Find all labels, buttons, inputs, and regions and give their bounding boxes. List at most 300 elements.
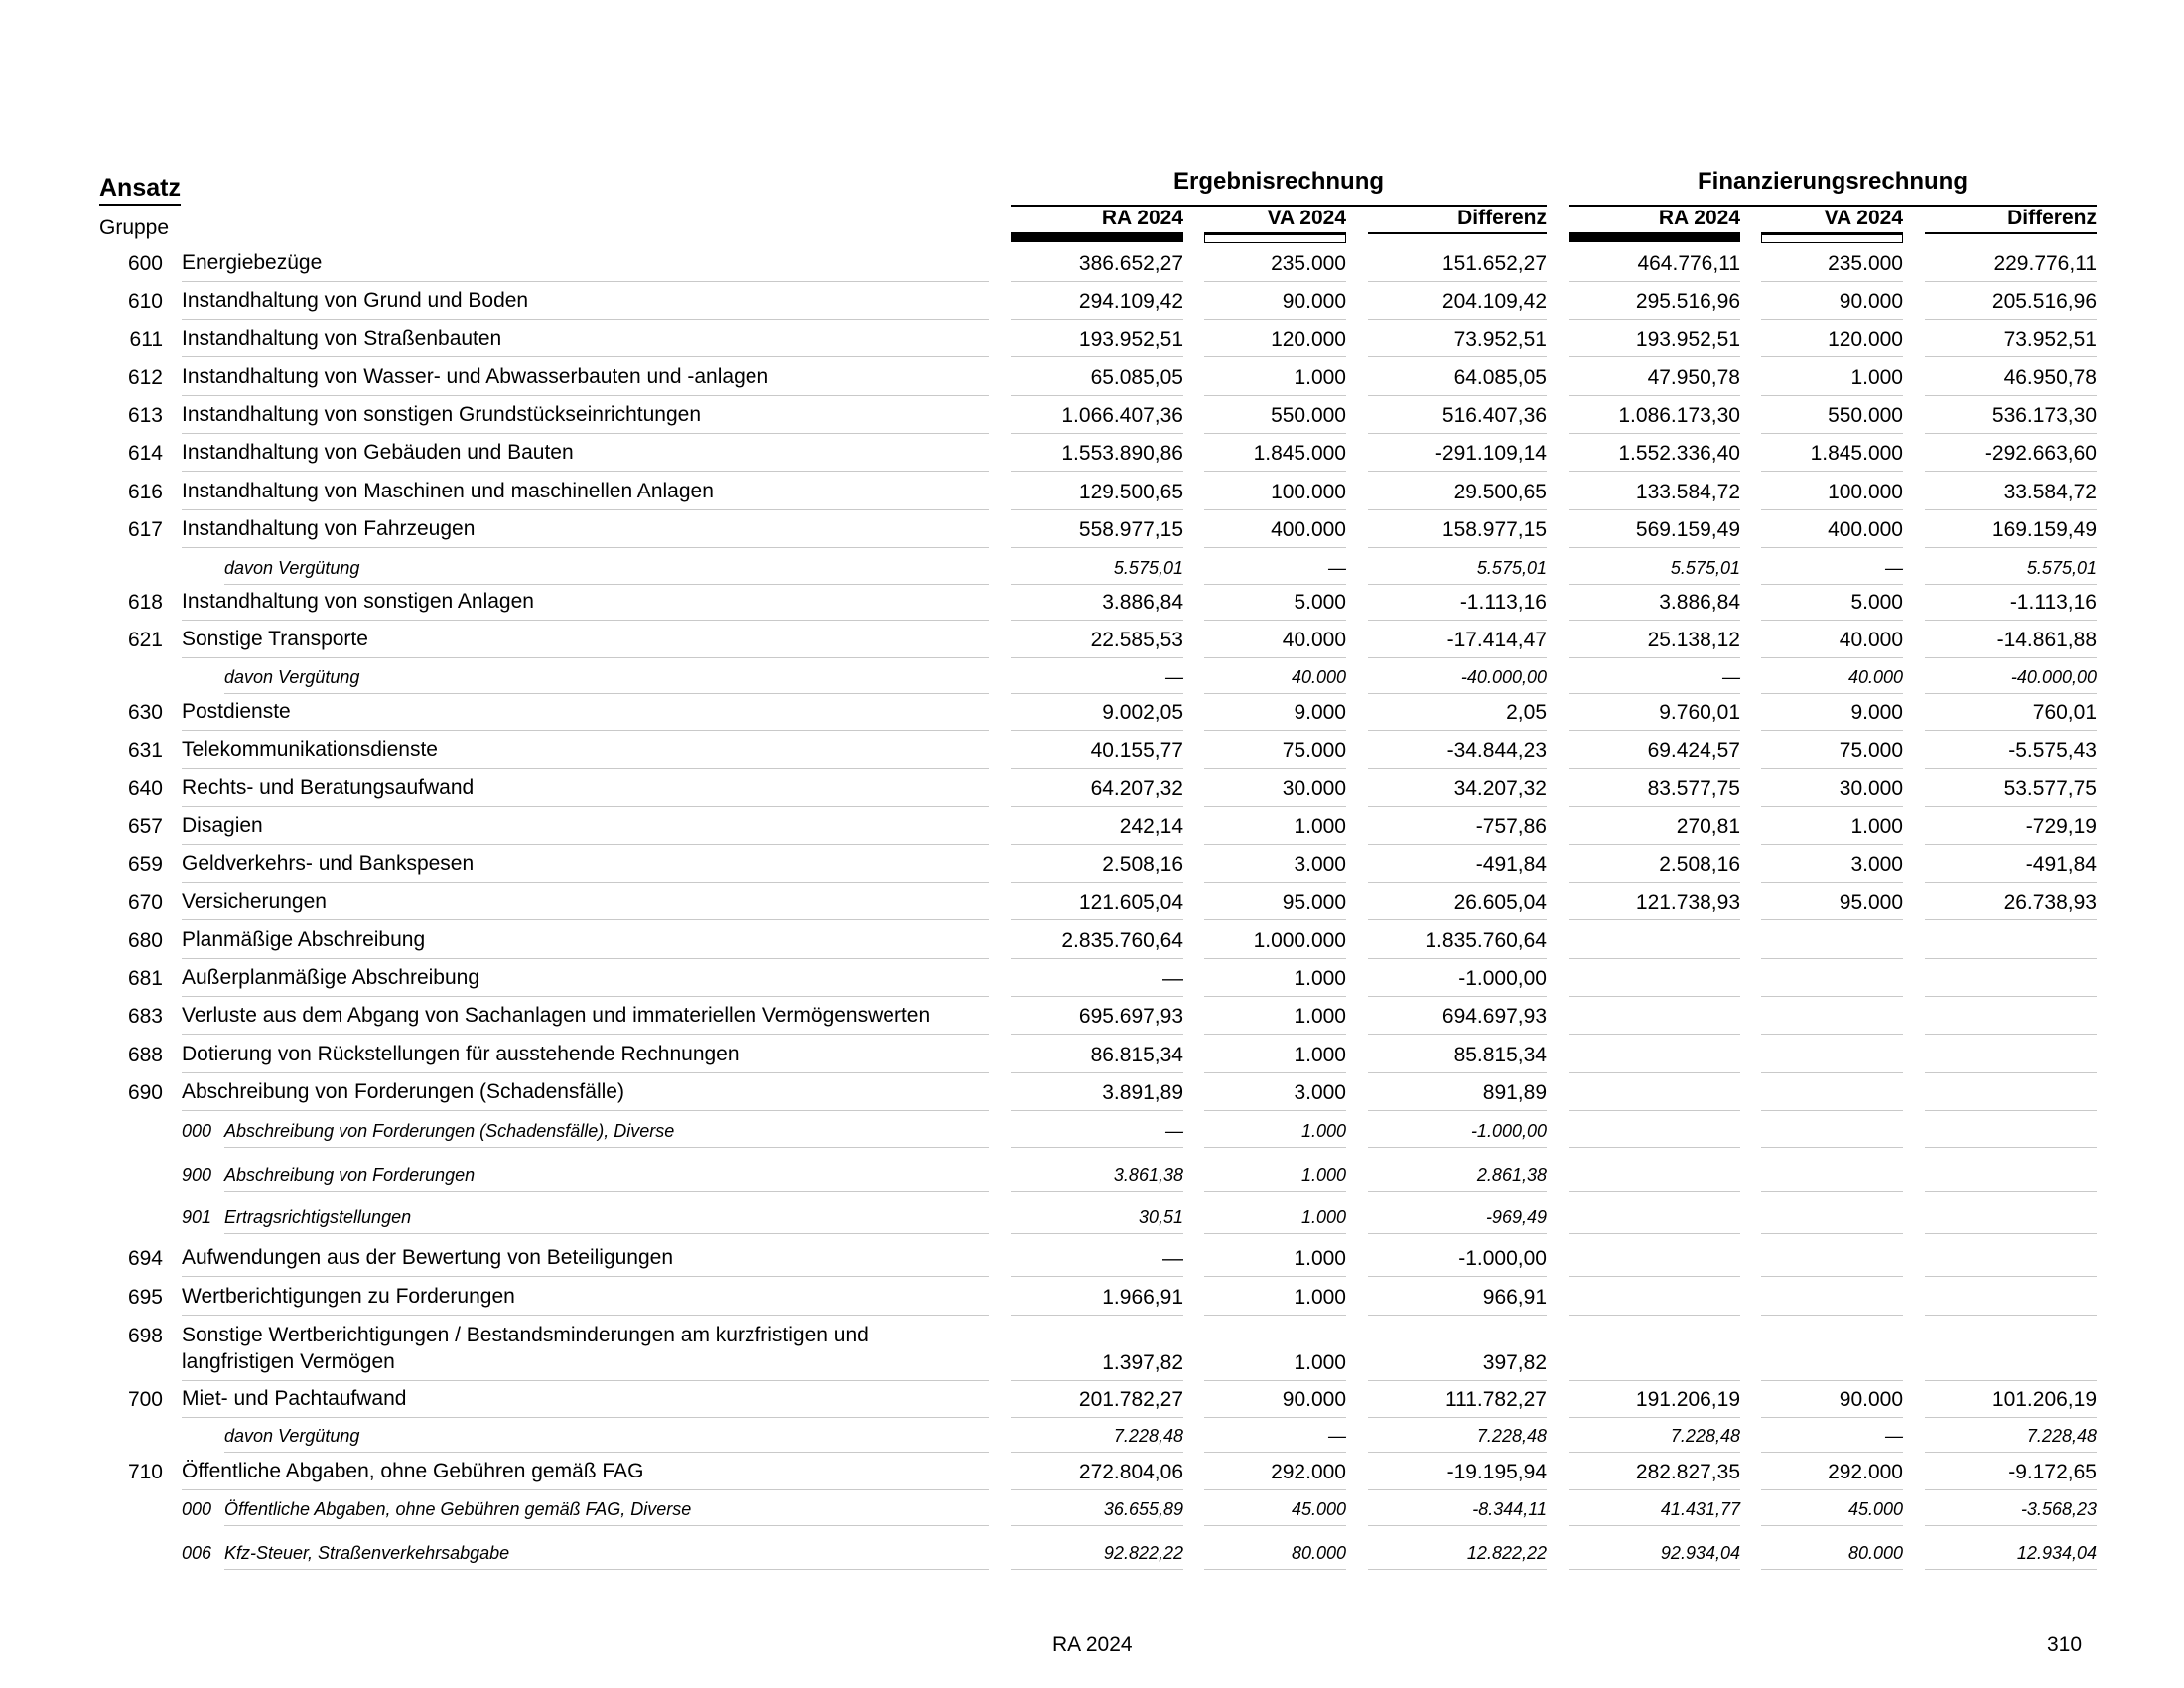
cell-ergebnis-ra: 92.822,22 bbox=[1103, 1543, 1183, 1563]
cell-rule bbox=[1761, 996, 1903, 997]
cell-rule bbox=[1569, 1489, 1740, 1490]
row-rule bbox=[224, 584, 989, 585]
ra-marker-bar bbox=[1011, 234, 1183, 242]
cell-finanz-va: 80.000 bbox=[1847, 1543, 1903, 1563]
cell-rule bbox=[1925, 730, 2097, 731]
cell-ergebnis-ra: 129.500,65 bbox=[1078, 481, 1183, 503]
cell-rule bbox=[1011, 693, 1183, 694]
cell-rule bbox=[1204, 882, 1346, 883]
cell-ergebnis-differenz: 5.575,01 bbox=[1476, 558, 1547, 578]
row-label: Instandhaltung von sonstigen Anlagen bbox=[182, 590, 534, 613]
cell-finanz-va: 1.000 bbox=[1850, 815, 1903, 838]
cell-rule bbox=[1011, 547, 1183, 548]
cell-finanz-va: 95.000 bbox=[1839, 891, 1903, 914]
row-rule bbox=[224, 1233, 989, 1234]
cell-rule bbox=[1368, 356, 1547, 357]
row-code: 681 bbox=[127, 967, 163, 990]
cell-rule bbox=[1011, 1452, 1183, 1453]
cell-rule bbox=[1204, 433, 1346, 434]
cell-ergebnis-differenz: 397,82 bbox=[1482, 1351, 1547, 1374]
cell-finanz-va: 9.000 bbox=[1850, 701, 1903, 724]
cell-rule bbox=[1569, 1380, 1740, 1381]
row-rule bbox=[182, 433, 989, 434]
cell-rule bbox=[1204, 1489, 1346, 1490]
row-subcode: 901 bbox=[182, 1207, 212, 1227]
row-label: Instandhaltung von sonstigen Grundstückseinrichtungen bbox=[182, 403, 702, 426]
cell-rule bbox=[1569, 657, 1740, 658]
row-label: Telekommunikationsdienste bbox=[182, 738, 438, 761]
cell-ergebnis-va: 3.000 bbox=[1294, 853, 1346, 876]
row-code: 690 bbox=[127, 1081, 163, 1104]
cell-rule bbox=[1204, 1380, 1346, 1381]
cell-ergebnis-ra: 40.155,77 bbox=[1090, 739, 1183, 762]
va-marker-bar bbox=[1204, 234, 1346, 243]
header-gruppe: Gruppe bbox=[99, 216, 170, 239]
cell-finanz-differenz: -729,19 bbox=[2025, 815, 2097, 838]
row-rule bbox=[182, 958, 989, 959]
row-code: 694 bbox=[127, 1247, 163, 1270]
cell-finanz-differenz: -40.000,00 bbox=[2010, 667, 2097, 687]
cell-rule bbox=[1761, 1525, 1903, 1526]
cell-finanz-differenz: 7.228,48 bbox=[2026, 1426, 2097, 1446]
cell-rule bbox=[1761, 1569, 1903, 1570]
cell-rule bbox=[1569, 547, 1740, 548]
cell-rule bbox=[1011, 882, 1183, 883]
ergebnis-title: Ergebnisrechnung bbox=[1172, 168, 1385, 195]
cell-ergebnis-ra: — bbox=[1165, 1121, 1183, 1141]
row-code: 613 bbox=[127, 404, 163, 427]
cell-rule bbox=[1569, 844, 1740, 845]
cell-rule bbox=[1925, 471, 2097, 472]
cell-rule bbox=[1204, 1569, 1346, 1570]
cell-rule bbox=[1761, 319, 1903, 320]
cell-rule bbox=[1011, 657, 1183, 658]
cell-rule bbox=[1368, 1452, 1547, 1453]
cell-ergebnis-va: 1.000 bbox=[1294, 1351, 1346, 1374]
cell-finanz-ra: 133.584,72 bbox=[1635, 481, 1740, 503]
cell-finanz-va: — bbox=[1885, 1426, 1903, 1446]
cell-finanz-va: 5.000 bbox=[1850, 591, 1903, 614]
cell-rule bbox=[1368, 1276, 1547, 1277]
cell-rule bbox=[1569, 433, 1740, 434]
cell-rule bbox=[1204, 1525, 1346, 1526]
cell-rule bbox=[1204, 471, 1346, 472]
cell-rule bbox=[1204, 509, 1346, 510]
row-label-continued: langfristigen Vermögen bbox=[182, 1350, 395, 1373]
cell-finanz-va: 100.000 bbox=[1828, 481, 1903, 503]
cell-rule bbox=[1011, 471, 1183, 472]
cell-ergebnis-differenz: 516.407,36 bbox=[1441, 404, 1547, 427]
cell-rule bbox=[1204, 844, 1346, 845]
cell-finanz-va: — bbox=[1885, 558, 1903, 578]
cell-ergebnis-ra: 3.861,38 bbox=[1113, 1165, 1183, 1185]
cell-ergebnis-va: — bbox=[1328, 1426, 1346, 1446]
row-rule bbox=[182, 620, 989, 621]
cell-rule bbox=[1011, 509, 1183, 510]
cell-rule bbox=[1011, 1191, 1183, 1192]
column-header-finanz-differenz: Differenz bbox=[2007, 207, 2097, 229]
cell-finanz-va: 292.000 bbox=[1828, 1461, 1903, 1483]
cell-rule bbox=[1204, 693, 1346, 694]
cell-ergebnis-va: 100.000 bbox=[1271, 481, 1346, 503]
cell-ergebnis-differenz: -34.844,23 bbox=[1446, 739, 1547, 762]
cell-rule bbox=[1761, 1452, 1903, 1453]
cell-rule bbox=[1368, 1417, 1547, 1418]
row-label: Energiebezüge bbox=[182, 251, 323, 274]
cell-finanz-differenz: 73.952,51 bbox=[2003, 328, 2097, 351]
cell-finanz-va: 40.000 bbox=[1839, 629, 1903, 651]
row-rule bbox=[182, 882, 989, 883]
row-code: 630 bbox=[127, 701, 163, 724]
cell-rule bbox=[1761, 620, 1903, 621]
cell-ergebnis-va: 5.000 bbox=[1294, 591, 1346, 614]
row-code: 670 bbox=[127, 891, 163, 914]
cell-finanz-va: 120.000 bbox=[1828, 328, 1903, 351]
row-davon-label: davon Vergütung bbox=[224, 558, 360, 578]
row-code: 614 bbox=[127, 442, 163, 465]
cell-rule bbox=[1368, 768, 1547, 769]
row-subcode: 000 bbox=[182, 1499, 212, 1519]
cell-ergebnis-va: 1.000.000 bbox=[1253, 929, 1346, 952]
cell-rule bbox=[1761, 1110, 1903, 1111]
column-header-finanz-va: VA 2024 bbox=[1824, 207, 1903, 229]
row-code: 659 bbox=[127, 853, 163, 876]
cell-rule bbox=[1925, 547, 2097, 548]
cell-ergebnis-ra: 2.835.760,64 bbox=[1061, 929, 1183, 952]
cell-rule bbox=[1368, 1191, 1547, 1192]
cell-rule bbox=[1011, 1276, 1183, 1277]
cell-rule bbox=[1569, 768, 1740, 769]
cell-ergebnis-va: 1.000 bbox=[1294, 1247, 1346, 1270]
cell-rule bbox=[1761, 433, 1903, 434]
cell-ergebnis-differenz: 12.822,22 bbox=[1466, 1543, 1547, 1563]
cell-rule bbox=[1204, 958, 1346, 959]
cell-rule bbox=[1925, 996, 2097, 997]
row-rule bbox=[182, 1072, 989, 1073]
row-code: 600 bbox=[127, 252, 163, 275]
cell-finanz-ra: 9.760,01 bbox=[1659, 701, 1740, 724]
cell-rule bbox=[1368, 1489, 1547, 1490]
cell-ergebnis-differenz: -1.000,00 bbox=[1458, 967, 1547, 990]
cell-rule bbox=[1011, 395, 1183, 396]
cell-rule bbox=[1204, 319, 1346, 320]
row-rule bbox=[182, 1315, 989, 1316]
cell-finanz-va: 1.000 bbox=[1850, 366, 1903, 389]
cell-ergebnis-va: 90.000 bbox=[1282, 290, 1346, 313]
cell-ergebnis-ra: 3.891,89 bbox=[1102, 1081, 1183, 1104]
row-rule bbox=[182, 395, 989, 396]
row-label: Instandhaltung von Maschinen und maschinellen Anlagen bbox=[182, 480, 714, 502]
cell-ergebnis-ra: 294.109,42 bbox=[1078, 290, 1183, 313]
cell-rule bbox=[1368, 281, 1547, 282]
cell-rule bbox=[1368, 1315, 1547, 1316]
cell-finanz-ra: — bbox=[1722, 667, 1740, 687]
cell-finanz-ra: 1.086.173,30 bbox=[1618, 404, 1740, 427]
cell-rule bbox=[1761, 1233, 1903, 1234]
cell-ergebnis-ra: 242,14 bbox=[1119, 815, 1183, 838]
cell-rule bbox=[1761, 1315, 1903, 1316]
row-code: 611 bbox=[129, 328, 163, 351]
row-label: Aufwendungen aus der Bewertung von Beteiligungen bbox=[182, 1246, 674, 1269]
cell-finanz-ra: 5.575,01 bbox=[1670, 558, 1740, 578]
cell-finanz-va: 30.000 bbox=[1839, 777, 1903, 800]
cell-rule bbox=[1368, 395, 1547, 396]
row-subcode: 900 bbox=[182, 1165, 212, 1185]
cell-rule bbox=[1011, 620, 1183, 621]
cell-ergebnis-differenz: 29.500,65 bbox=[1453, 481, 1547, 503]
cell-rule bbox=[1925, 281, 2097, 282]
cell-finanz-differenz: -491,84 bbox=[2025, 853, 2097, 876]
cell-rule bbox=[1569, 996, 1740, 997]
cell-finanz-differenz: 53.577,75 bbox=[2003, 777, 2097, 800]
row-code: 617 bbox=[127, 518, 163, 541]
cell-rule bbox=[1204, 919, 1346, 920]
cell-rule bbox=[1569, 1525, 1740, 1526]
cell-finanz-differenz: 101.206,19 bbox=[1991, 1388, 2097, 1411]
cell-rule bbox=[1204, 1452, 1346, 1453]
cell-rule bbox=[1011, 433, 1183, 434]
cell-rule bbox=[1368, 319, 1547, 320]
cell-rule bbox=[1368, 471, 1547, 472]
cell-ergebnis-differenz: 26.605,04 bbox=[1453, 891, 1547, 914]
cell-rule bbox=[1368, 1147, 1547, 1148]
row-code: 616 bbox=[127, 481, 163, 503]
cell-rule bbox=[1761, 882, 1903, 883]
row-rule bbox=[182, 1489, 989, 1490]
row-code: 710 bbox=[127, 1461, 163, 1483]
row-code: 700 bbox=[127, 1388, 163, 1411]
cell-ergebnis-differenz: 891,89 bbox=[1482, 1081, 1547, 1104]
cell-rule bbox=[1368, 919, 1547, 920]
cell-ergebnis-va: 400.000 bbox=[1271, 518, 1346, 541]
row-rule bbox=[182, 319, 989, 320]
cell-ergebnis-ra: 2.508,16 bbox=[1102, 853, 1183, 876]
cell-ergebnis-ra: 695.697,93 bbox=[1078, 1005, 1183, 1028]
cell-rule bbox=[1925, 919, 2097, 920]
column-header-finanz-ra: RA 2024 bbox=[1658, 207, 1740, 229]
cell-ergebnis-differenz: -1.113,16 bbox=[1459, 591, 1547, 614]
cell-rule bbox=[1925, 1489, 2097, 1490]
cell-rule bbox=[1569, 1072, 1740, 1073]
cell-rule bbox=[1011, 1315, 1183, 1316]
cell-rule bbox=[1368, 1233, 1547, 1234]
cell-rule bbox=[1569, 620, 1740, 621]
cell-finanz-va: 90.000 bbox=[1839, 290, 1903, 313]
cell-finanz-ra: 41.431,77 bbox=[1660, 1499, 1740, 1519]
cell-rule bbox=[1204, 1147, 1346, 1148]
cell-rule bbox=[1761, 693, 1903, 694]
cell-rule bbox=[1925, 1569, 2097, 1570]
cell-rule bbox=[1204, 620, 1346, 621]
row-davon-label: davon Vergütung bbox=[224, 1426, 360, 1446]
cell-finanz-ra: 2.508,16 bbox=[1659, 853, 1740, 876]
row-label: Versicherungen bbox=[182, 890, 327, 913]
cell-rule bbox=[1761, 509, 1903, 510]
cell-rule bbox=[1925, 844, 2097, 845]
cell-finanz-differenz: 12.934,04 bbox=[2016, 1543, 2097, 1563]
cell-finanz-ra: 121.738,93 bbox=[1635, 891, 1740, 914]
cell-ergebnis-differenz: 73.952,51 bbox=[1453, 328, 1547, 351]
cell-rule bbox=[1925, 882, 2097, 883]
cell-ergebnis-ra: 558.977,15 bbox=[1078, 518, 1183, 541]
cell-rule bbox=[1569, 730, 1740, 731]
cell-ergebnis-ra: 1.066.407,36 bbox=[1061, 404, 1183, 427]
cell-rule bbox=[1368, 1034, 1547, 1035]
cell-ergebnis-differenz: 111.782,27 bbox=[1445, 1388, 1547, 1411]
row-label: Miet- und Pachtaufwand bbox=[182, 1387, 407, 1410]
row-label: Instandhaltung von Grund und Boden bbox=[182, 289, 529, 312]
column-header-rule bbox=[1368, 232, 1547, 234]
cell-rule bbox=[1569, 1276, 1740, 1277]
row-code: 698 bbox=[127, 1325, 163, 1347]
row-label: Dotierung von Rückstellungen für ausstehende Rechnungen bbox=[182, 1043, 740, 1065]
cell-ergebnis-ra: 1.553.890,86 bbox=[1061, 442, 1183, 465]
cell-ergebnis-va: 1.000 bbox=[1294, 1286, 1346, 1309]
cell-rule bbox=[1368, 1569, 1547, 1570]
row-label: Außerplanmäßige Abschreibung bbox=[182, 966, 480, 989]
cell-rule bbox=[1204, 1233, 1346, 1234]
cell-rule bbox=[1761, 657, 1903, 658]
cell-rule bbox=[1569, 1110, 1740, 1111]
cell-rule bbox=[1204, 1072, 1346, 1073]
cell-ergebnis-va: 40.000 bbox=[1282, 629, 1346, 651]
cell-rule bbox=[1925, 1417, 2097, 1418]
column-header-rule bbox=[1925, 232, 2097, 234]
row-rule bbox=[224, 1525, 989, 1526]
cell-rule bbox=[1368, 584, 1547, 585]
cell-rule bbox=[1925, 1147, 2097, 1148]
cell-rule bbox=[1011, 1525, 1183, 1526]
column-header-ergebnis-va: VA 2024 bbox=[1267, 207, 1346, 229]
row-code: 657 bbox=[127, 815, 163, 838]
row-rule bbox=[182, 509, 989, 510]
cell-rule bbox=[1925, 657, 2097, 658]
cell-rule bbox=[1569, 1147, 1740, 1148]
cell-rule bbox=[1925, 356, 2097, 357]
cell-ergebnis-va: 292.000 bbox=[1271, 1461, 1346, 1483]
row-code: 621 bbox=[127, 629, 163, 651]
cell-rule bbox=[1569, 1191, 1740, 1192]
cell-rule bbox=[1204, 1417, 1346, 1418]
cell-rule bbox=[1204, 768, 1346, 769]
cell-ergebnis-va: — bbox=[1328, 558, 1346, 578]
cell-rule bbox=[1368, 620, 1547, 621]
row-rule bbox=[182, 547, 989, 548]
cell-ergebnis-va: 45.000 bbox=[1291, 1499, 1346, 1519]
row-label: Instandhaltung von Gebäuden und Bauten bbox=[182, 441, 574, 464]
cell-ergebnis-differenz: 1.835.760,64 bbox=[1425, 929, 1547, 952]
cell-ergebnis-ra: 201.782,27 bbox=[1078, 1388, 1183, 1411]
row-label: Verluste aus dem Abgang von Sachanlagen und immateriellen Vermögenswerten bbox=[182, 1004, 931, 1027]
row-label: Disagien bbox=[182, 814, 263, 837]
cell-finanz-va: 75.000 bbox=[1839, 739, 1903, 762]
cell-finanz-ra: 7.228,48 bbox=[1670, 1426, 1740, 1446]
cell-ergebnis-differenz: 7.228,48 bbox=[1476, 1426, 1547, 1446]
cell-finanz-va: 45.000 bbox=[1847, 1499, 1903, 1519]
cell-rule bbox=[1204, 657, 1346, 658]
cell-finanz-differenz: 26.738,93 bbox=[2003, 891, 2097, 914]
cell-ergebnis-va: 75.000 bbox=[1282, 739, 1346, 762]
row-sublabel: Abschreibung von Forderungen bbox=[224, 1165, 476, 1185]
cell-finanz-differenz: 5.575,01 bbox=[2026, 558, 2097, 578]
cell-ergebnis-differenz: 694.697,93 bbox=[1441, 1005, 1547, 1028]
cell-rule bbox=[1569, 356, 1740, 357]
cell-rule bbox=[1011, 1417, 1183, 1418]
cell-rule bbox=[1204, 356, 1346, 357]
cell-ergebnis-va: 1.000 bbox=[1294, 815, 1346, 838]
cell-rule bbox=[1925, 584, 2097, 585]
cell-ergebnis-ra: — bbox=[1162, 967, 1183, 990]
cell-rule bbox=[1569, 919, 1740, 920]
cell-rule bbox=[1925, 693, 2097, 694]
cell-rule bbox=[1569, 395, 1740, 396]
cell-rule bbox=[1569, 1417, 1740, 1418]
cell-rule bbox=[1925, 1276, 2097, 1277]
cell-finanz-differenz: 760,01 bbox=[2032, 701, 2097, 724]
cell-rule bbox=[1925, 1452, 2097, 1453]
cell-finanz-ra: 282.827,35 bbox=[1635, 1461, 1740, 1483]
cell-finanz-va: 1.845.000 bbox=[1810, 442, 1903, 465]
cell-rule bbox=[1368, 882, 1547, 883]
cell-rule bbox=[1761, 584, 1903, 585]
cell-finanz-ra: 191.206,19 bbox=[1635, 1388, 1740, 1411]
row-rule bbox=[182, 1417, 989, 1418]
row-subcode: 000 bbox=[182, 1121, 212, 1141]
cell-rule bbox=[1925, 1380, 2097, 1381]
row-label: Instandhaltung von Fahrzeugen bbox=[182, 517, 476, 540]
cell-rule bbox=[1569, 1034, 1740, 1035]
cell-rule bbox=[1761, 806, 1903, 807]
row-sublabel: Öffentliche Abgaben, ohne Gebühren gemäß FAG, Diverse bbox=[224, 1499, 692, 1519]
row-sublabel: Ertragsrichtigstellungen bbox=[224, 1207, 412, 1227]
cell-finanz-ra: 25.138,12 bbox=[1647, 629, 1740, 651]
cell-ergebnis-ra: 3.886,84 bbox=[1102, 591, 1183, 614]
cell-ergebnis-ra: 1.966,91 bbox=[1102, 1286, 1183, 1309]
row-sublabel: Kfz-Steuer, Straßenverkehrsabgabe bbox=[224, 1543, 510, 1563]
cell-finanz-differenz: 169.159,49 bbox=[1991, 518, 2097, 541]
cell-rule bbox=[1011, 919, 1183, 920]
cell-rule bbox=[1011, 1380, 1183, 1381]
cell-rule bbox=[1011, 281, 1183, 282]
cell-ergebnis-ra: 7.228,48 bbox=[1113, 1426, 1183, 1446]
cell-rule bbox=[1204, 547, 1346, 548]
cell-rule bbox=[1925, 768, 2097, 769]
cell-rule bbox=[1569, 1569, 1740, 1570]
cell-ergebnis-ra: 9.002,05 bbox=[1102, 701, 1183, 724]
row-subcode: 006 bbox=[182, 1543, 212, 1563]
cell-ergebnis-differenz: -969,49 bbox=[1485, 1207, 1547, 1227]
cell-rule bbox=[1011, 319, 1183, 320]
cell-rule bbox=[1204, 281, 1346, 282]
row-rule bbox=[182, 1110, 989, 1111]
cell-ergebnis-va: 1.000 bbox=[1300, 1207, 1346, 1227]
cell-rule bbox=[1011, 1034, 1183, 1035]
cell-rule bbox=[1925, 1525, 2097, 1526]
row-code: 683 bbox=[127, 1005, 163, 1028]
cell-ergebnis-differenz: -40.000,00 bbox=[1460, 667, 1547, 687]
cell-rule bbox=[1925, 620, 2097, 621]
cell-ergebnis-ra: 30,51 bbox=[1138, 1207, 1183, 1227]
row-rule bbox=[182, 730, 989, 731]
cell-ergebnis-va: 1.845.000 bbox=[1253, 442, 1346, 465]
cell-ergebnis-differenz: -757,86 bbox=[1475, 815, 1547, 838]
row-code: 680 bbox=[127, 929, 163, 952]
cell-finanz-differenz: -14.861,88 bbox=[1996, 629, 2097, 651]
row-rule bbox=[224, 1191, 989, 1192]
cell-ergebnis-differenz: -1.000,00 bbox=[1470, 1121, 1547, 1141]
cell-finanz-ra: 69.424,57 bbox=[1647, 739, 1740, 762]
cell-rule bbox=[1925, 806, 2097, 807]
